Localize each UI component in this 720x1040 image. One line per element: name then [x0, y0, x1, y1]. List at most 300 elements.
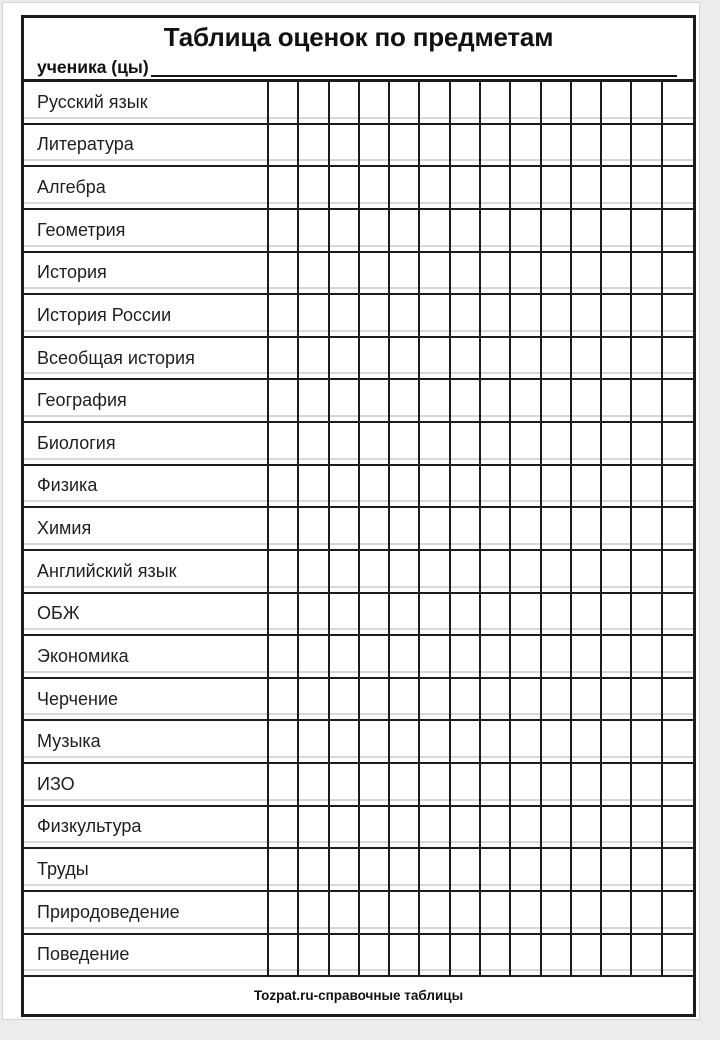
subject-label: Всеобщая история	[24, 338, 269, 379]
grade-cell	[663, 380, 693, 421]
grade-cell	[269, 679, 299, 720]
grade-cell	[511, 892, 541, 933]
grade-cell	[511, 423, 541, 464]
grade-cell	[390, 892, 420, 933]
grade-cell	[663, 125, 693, 166]
grade-cell	[542, 764, 572, 805]
grade-cell	[360, 892, 390, 933]
grade-cell	[511, 82, 541, 123]
grade-cell	[632, 892, 662, 933]
grade-cell	[420, 338, 450, 379]
student-label: ученика (цы)	[37, 56, 149, 77]
subject-label: Природоведение	[24, 892, 269, 933]
grade-cell	[511, 295, 541, 336]
grade-cell	[269, 466, 299, 507]
grade-cell	[360, 849, 390, 890]
table-row	[24, 807, 693, 850]
table-row	[24, 764, 693, 807]
grade-cell	[420, 679, 450, 720]
subject-label: Биология	[24, 423, 269, 464]
grade-cell	[602, 807, 632, 848]
grade-cell	[330, 125, 360, 166]
subject-label: Алгебра	[24, 167, 269, 208]
grade-cell	[330, 338, 360, 379]
grade-cell	[451, 551, 481, 592]
grade-cell	[299, 253, 329, 294]
grade-cell	[269, 167, 299, 208]
grade-cell	[572, 253, 602, 294]
grade-cell	[330, 636, 360, 677]
grade-cell	[602, 636, 632, 677]
grade-cell	[663, 253, 693, 294]
grade-cell	[572, 82, 602, 123]
grade-cell	[299, 721, 329, 762]
grade-cell	[360, 721, 390, 762]
grade-cell	[360, 807, 390, 848]
grade-cell	[269, 551, 299, 592]
grade-cell	[632, 423, 662, 464]
grade-cell	[542, 935, 572, 976]
grade-cell	[360, 125, 390, 166]
grade-cell	[572, 892, 602, 933]
grade-cell	[602, 338, 632, 379]
grade-cell	[572, 935, 602, 976]
grade-cell	[269, 295, 299, 336]
grade-cell	[330, 466, 360, 507]
grade-cell	[663, 807, 693, 848]
grade-cell	[360, 935, 390, 976]
grade-cell	[632, 764, 662, 805]
grade-cell	[511, 764, 541, 805]
grade-cell	[269, 82, 299, 123]
grade-cell	[481, 423, 511, 464]
grade-cell	[632, 551, 662, 592]
grade-cell	[451, 679, 481, 720]
grade-cell	[572, 764, 602, 805]
grade-cell	[632, 935, 662, 976]
grade-cell	[542, 679, 572, 720]
grade-cell	[511, 338, 541, 379]
grade-cell	[511, 125, 541, 166]
grade-cell	[269, 508, 299, 549]
grade-cell	[481, 764, 511, 805]
grade-cell	[420, 125, 450, 166]
table-row	[24, 295, 693, 338]
grade-cell	[572, 508, 602, 549]
grade-cell	[390, 764, 420, 805]
subject-label: Литература	[24, 125, 269, 166]
grade-cell	[360, 253, 390, 294]
grade-cell	[632, 807, 662, 848]
grade-cell	[451, 295, 481, 336]
grade-cell	[299, 679, 329, 720]
grade-cell	[451, 892, 481, 933]
grade-cell	[602, 125, 632, 166]
grade-cell	[299, 636, 329, 677]
grade-cell	[269, 764, 299, 805]
grade-cell	[299, 508, 329, 549]
grade-cell	[632, 849, 662, 890]
grade-cell	[511, 807, 541, 848]
grade-cell	[572, 636, 602, 677]
grade-cell	[299, 892, 329, 933]
grade-cell	[451, 807, 481, 848]
grade-cell	[542, 892, 572, 933]
grade-cell	[602, 167, 632, 208]
grade-cell	[269, 423, 299, 464]
grade-cell	[360, 508, 390, 549]
subject-label: География	[24, 380, 269, 421]
grade-cell	[602, 508, 632, 549]
grade-cell	[511, 508, 541, 549]
footer-text: Tozpat.ru-справочные таблицы	[253, 988, 464, 1003]
grade-cell	[602, 892, 632, 933]
grade-cell	[451, 594, 481, 635]
grade-cell	[299, 594, 329, 635]
grade-cell	[572, 679, 602, 720]
grade-cell	[390, 466, 420, 507]
grade-cell	[632, 380, 662, 421]
grade-cell	[360, 167, 390, 208]
grade-cell	[360, 594, 390, 635]
grade-cell	[602, 721, 632, 762]
grade-cell	[481, 807, 511, 848]
grade-cell	[542, 338, 572, 379]
grade-cell	[360, 82, 390, 123]
grade-cell	[360, 338, 390, 379]
table-row	[24, 338, 693, 381]
grade-cell	[360, 423, 390, 464]
grade-cell	[481, 636, 511, 677]
grade-cell	[632, 295, 662, 336]
grade-cell	[572, 210, 602, 251]
grade-cell	[360, 636, 390, 677]
table-header	[24, 18, 693, 82]
grade-cell	[511, 210, 541, 251]
grade-cell	[542, 167, 572, 208]
grade-cell	[542, 849, 572, 890]
grade-cell	[602, 764, 632, 805]
grade-cell	[481, 935, 511, 976]
subject-label: История России	[24, 295, 269, 336]
grade-cell	[481, 82, 511, 123]
grade-cell	[632, 721, 662, 762]
grade-cell	[420, 636, 450, 677]
grade-cell	[360, 210, 390, 251]
table-row	[24, 423, 693, 466]
grade-cell	[390, 380, 420, 421]
subject-label: Экономика	[24, 636, 269, 677]
table-row	[24, 253, 693, 296]
table-row	[24, 551, 693, 594]
grade-cell	[299, 210, 329, 251]
grade-cell	[360, 380, 390, 421]
grade-cell	[572, 423, 602, 464]
grade-cell	[330, 423, 360, 464]
table-row	[24, 679, 693, 722]
grade-cell	[420, 210, 450, 251]
grade-cell	[542, 125, 572, 166]
grade-cell	[481, 295, 511, 336]
grade-cell	[420, 423, 450, 464]
table-row	[24, 849, 693, 892]
grade-cell	[481, 892, 511, 933]
grade-cell	[330, 82, 360, 123]
grade-cell	[542, 551, 572, 592]
grade-cell	[330, 167, 360, 208]
grade-cell	[602, 594, 632, 635]
printable-page	[2, 2, 700, 1020]
grade-cell	[269, 210, 299, 251]
grade-cell	[390, 210, 420, 251]
subject-label: Черчение	[24, 679, 269, 720]
grade-cell	[572, 594, 602, 635]
grade-cell	[481, 594, 511, 635]
grade-cell	[299, 167, 329, 208]
grade-cell	[663, 210, 693, 251]
grade-cell	[572, 466, 602, 507]
table-row	[24, 636, 693, 679]
grade-cell	[663, 679, 693, 720]
grade-cell	[390, 508, 420, 549]
grade-cell	[481, 508, 511, 549]
grade-cell	[390, 807, 420, 848]
subject-label: Геометрия	[24, 210, 269, 251]
grade-cell	[420, 594, 450, 635]
grade-cell	[663, 466, 693, 507]
grade-cell	[663, 82, 693, 123]
grades-table	[21, 15, 696, 1017]
grade-cell	[602, 82, 632, 123]
grade-cell	[663, 636, 693, 677]
grade-cell	[390, 551, 420, 592]
grade-cell	[299, 935, 329, 976]
grade-cell	[511, 253, 541, 294]
grade-cell	[299, 807, 329, 848]
grade-cell	[481, 253, 511, 294]
grade-cell	[299, 380, 329, 421]
grade-cell	[602, 551, 632, 592]
table-row	[24, 380, 693, 423]
grade-cell	[269, 892, 299, 933]
subject-label: Физкультура	[24, 807, 269, 848]
grade-cell	[420, 551, 450, 592]
subject-label: Поведение	[24, 935, 269, 976]
grade-cell	[632, 508, 662, 549]
grade-cell	[360, 551, 390, 592]
grade-cell	[330, 807, 360, 848]
grade-cell	[390, 295, 420, 336]
grade-cell	[572, 849, 602, 890]
grade-cell	[632, 253, 662, 294]
grade-cell	[481, 338, 511, 379]
grade-cell	[663, 295, 693, 336]
grade-cell	[390, 423, 420, 464]
grade-cell	[481, 125, 511, 166]
grade-cell	[542, 636, 572, 677]
grade-cell	[390, 338, 420, 379]
grade-cell	[451, 466, 481, 507]
grade-cell	[330, 594, 360, 635]
grade-cell	[420, 466, 450, 507]
student-name-blank-line	[151, 63, 677, 77]
grade-cell	[542, 380, 572, 421]
grade-cell	[330, 892, 360, 933]
grade-cell	[269, 849, 299, 890]
grade-cell	[451, 935, 481, 976]
table-row	[24, 210, 693, 253]
grade-cell	[390, 253, 420, 294]
grade-cell	[451, 82, 481, 123]
grade-cell	[390, 167, 420, 208]
grade-cell	[542, 594, 572, 635]
subject-label: Музыка	[24, 721, 269, 762]
grade-cell	[420, 764, 450, 805]
grade-cell	[602, 466, 632, 507]
grade-cell	[360, 295, 390, 336]
grade-cell	[299, 466, 329, 507]
grade-cell	[572, 721, 602, 762]
grade-cell	[632, 167, 662, 208]
grade-cell	[602, 295, 632, 336]
grade-cell	[451, 721, 481, 762]
grade-cell	[663, 423, 693, 464]
grade-cell	[663, 935, 693, 976]
grade-cell	[572, 167, 602, 208]
grade-cell	[572, 125, 602, 166]
grade-cell	[542, 82, 572, 123]
grade-cell	[360, 679, 390, 720]
grade-cell	[420, 82, 450, 123]
grade-cell	[602, 210, 632, 251]
grade-cell	[451, 125, 481, 166]
grade-cell	[330, 935, 360, 976]
grade-cell	[663, 849, 693, 890]
grade-cell	[299, 295, 329, 336]
grade-cell	[511, 679, 541, 720]
grade-cell	[330, 764, 360, 805]
grade-cell	[663, 764, 693, 805]
grade-cell	[511, 935, 541, 976]
page-title: Таблица оценок по предметам	[163, 22, 554, 52]
grade-cell	[390, 935, 420, 976]
grade-cell	[632, 82, 662, 123]
grade-cell	[269, 594, 299, 635]
grade-cell	[451, 849, 481, 890]
grade-cell	[542, 210, 572, 251]
grade-cell	[451, 508, 481, 549]
grade-cell	[632, 466, 662, 507]
grade-cell	[602, 380, 632, 421]
grade-cell	[572, 295, 602, 336]
grade-cell	[542, 423, 572, 464]
subject-label: История	[24, 253, 269, 294]
grade-cell	[269, 380, 299, 421]
table-row	[24, 125, 693, 168]
grade-cell	[330, 721, 360, 762]
subject-label: Физика	[24, 466, 269, 507]
table-footer	[24, 977, 693, 1014]
grade-cell	[663, 594, 693, 635]
grade-cell	[299, 764, 329, 805]
grade-cell	[420, 935, 450, 976]
grade-cell	[481, 551, 511, 592]
subject-label: ОБЖ	[24, 594, 269, 635]
grade-cell	[632, 636, 662, 677]
grade-cell	[269, 636, 299, 677]
grade-cell	[511, 594, 541, 635]
grade-cell	[330, 508, 360, 549]
grade-cell	[330, 679, 360, 720]
grade-cell	[420, 849, 450, 890]
grade-cell	[360, 466, 390, 507]
grade-cell	[511, 466, 541, 507]
grade-cell	[299, 849, 329, 890]
table-row	[24, 508, 693, 551]
grade-cell	[511, 551, 541, 592]
subject-label: Русский язык	[24, 82, 269, 123]
grade-cell	[299, 125, 329, 166]
grade-cell	[602, 253, 632, 294]
grade-cell	[663, 892, 693, 933]
grade-cell	[299, 82, 329, 123]
grade-cell	[390, 594, 420, 635]
grade-cell	[451, 764, 481, 805]
student-name-line	[37, 56, 677, 78]
grade-cell	[420, 253, 450, 294]
grade-cell	[632, 125, 662, 166]
grade-cell	[663, 551, 693, 592]
grade-cell	[511, 636, 541, 677]
grade-cell	[299, 551, 329, 592]
grade-cell	[511, 721, 541, 762]
grade-cell	[269, 253, 299, 294]
grade-cell	[269, 721, 299, 762]
grade-cell	[420, 721, 450, 762]
grade-cell	[542, 508, 572, 549]
grade-cell	[572, 807, 602, 848]
grade-cell	[663, 338, 693, 379]
grade-cell	[451, 380, 481, 421]
grade-cell	[390, 125, 420, 166]
grade-cell	[663, 167, 693, 208]
grade-cell	[390, 636, 420, 677]
subject-label: Английский язык	[24, 551, 269, 592]
grade-cell	[451, 423, 481, 464]
table-row	[24, 892, 693, 935]
grade-cell	[390, 849, 420, 890]
grade-cell	[420, 380, 450, 421]
table-row	[24, 721, 693, 764]
grade-cell	[632, 338, 662, 379]
subject-label: Труды	[24, 849, 269, 890]
grade-cell	[542, 721, 572, 762]
grade-cell	[481, 849, 511, 890]
subject-label: Химия	[24, 508, 269, 549]
grade-cell	[451, 338, 481, 379]
grade-cell	[542, 295, 572, 336]
grade-cell	[330, 380, 360, 421]
grade-cell	[420, 892, 450, 933]
grade-cell	[602, 935, 632, 976]
grade-cell	[481, 380, 511, 421]
grade-cell	[542, 466, 572, 507]
table-row	[24, 82, 693, 125]
grade-cell	[481, 167, 511, 208]
grade-cell	[511, 849, 541, 890]
grade-cell	[663, 721, 693, 762]
grade-cell	[269, 125, 299, 166]
